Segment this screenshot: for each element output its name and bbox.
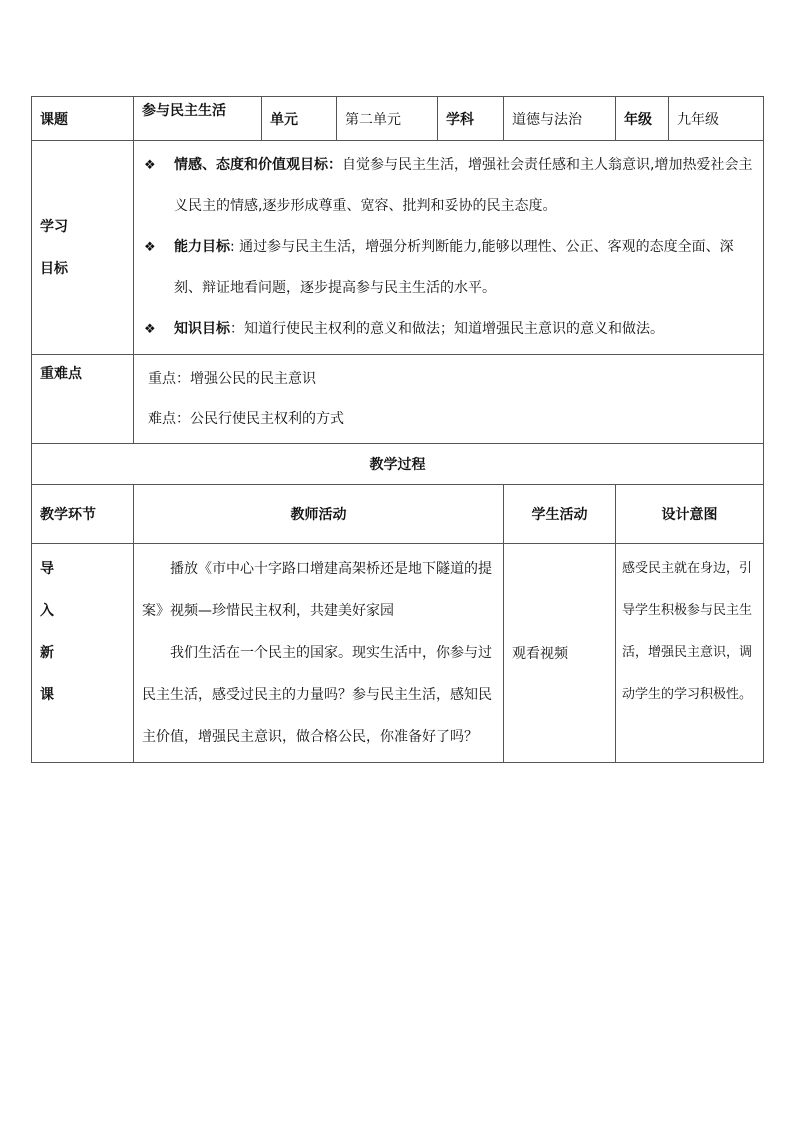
subject-label: 学科 [438, 97, 504, 141]
goals-row [32, 141, 764, 355]
column-header-teacher: 教师活动 [134, 485, 504, 544]
goal-title: 情感、态度和价值观目标： [174, 157, 342, 173]
goals-content [134, 141, 764, 355]
goal-title: 知识目标 [174, 321, 230, 337]
goals-label-line1: 学习 [40, 218, 68, 235]
grade-value: 九年级 [669, 97, 764, 141]
stage-char: 入 [40, 603, 54, 619]
goals-label-line2: 目标 [40, 260, 68, 277]
goal-title: 能力目标 [174, 239, 230, 255]
teacher-activity [134, 544, 504, 763]
topic-label: 课题 [32, 97, 134, 141]
stage-char: 课 [40, 687, 54, 703]
grade-label: 年级 [616, 97, 669, 141]
diamond-bullet-icon: ❖ [144, 322, 156, 337]
column-header-student: 学生活动 [504, 485, 616, 544]
unit-label: 单元 [262, 97, 337, 141]
process-row [32, 544, 764, 763]
key-points-content [134, 355, 764, 444]
teacher-paragraph: 我们生活在一个民主的国家。现实生活中，你参与过民主生活，感受过民主的力量吗？参与民主生活，感知民主价值，增强民主意识，做合格公民，你准备好了吗？ [142, 645, 492, 745]
column-header-intent: 设计意图 [616, 485, 764, 544]
topic-value: 参与民主生活 [134, 97, 262, 141]
goals-label [32, 141, 134, 355]
goal-text: 自觉参与民主生活，增强社会责任感和主人翁意识,增加热爱社会主义民主的情感,逐步形成尊重、宽容、批判和妥协的民主态度。 [174, 157, 753, 214]
stage-char: 导 [40, 561, 54, 577]
focus-point: 重点：增强公民的民主意识 [148, 371, 316, 387]
process-title-row [32, 444, 764, 485]
goal-item [144, 309, 755, 350]
diamond-bullet-icon: ❖ [144, 158, 156, 173]
process-title: 教学过程 [32, 444, 764, 485]
goal-text: : 通过参与民主生活，增强分析判断能力,能够以理性、公正、客观的态度全面、深刻、辩证地看问题，逐步提高参与民主生活的水平。 [174, 239, 734, 296]
goal-text: ：知道行使民主权利的意义和做法；知道增强民主意识的意义和做法。 [230, 321, 664, 337]
key-points-label: 重难点 [32, 355, 134, 444]
subject-value: 道德与法治 [504, 97, 616, 141]
goal-item [144, 227, 755, 309]
stage-cell [32, 544, 134, 763]
unit-value: 第二单元 [337, 97, 438, 141]
difficulty-point: 难点：公民行使民主权利的方式 [148, 411, 344, 427]
header-row [32, 97, 764, 141]
process-header-row [32, 485, 764, 544]
key-points-row [32, 355, 764, 444]
lesson-plan-table [31, 96, 764, 763]
goal-item [144, 145, 755, 227]
diamond-bullet-icon: ❖ [144, 240, 156, 255]
column-header-stage: 教学环节 [32, 485, 134, 544]
design-intent: 感受民主就在身边，引导学生积极参与民主生活，增强民主意识，调动学生的学习积极性。 [616, 544, 764, 763]
stage-char: 新 [40, 645, 54, 661]
teacher-paragraph: 播放《市中心十字路口增建高架桥还是地下隧道的提案》视频—珍惜民主权利，共建美好家园 [142, 561, 492, 619]
student-activity: 观看视频 [504, 544, 616, 763]
